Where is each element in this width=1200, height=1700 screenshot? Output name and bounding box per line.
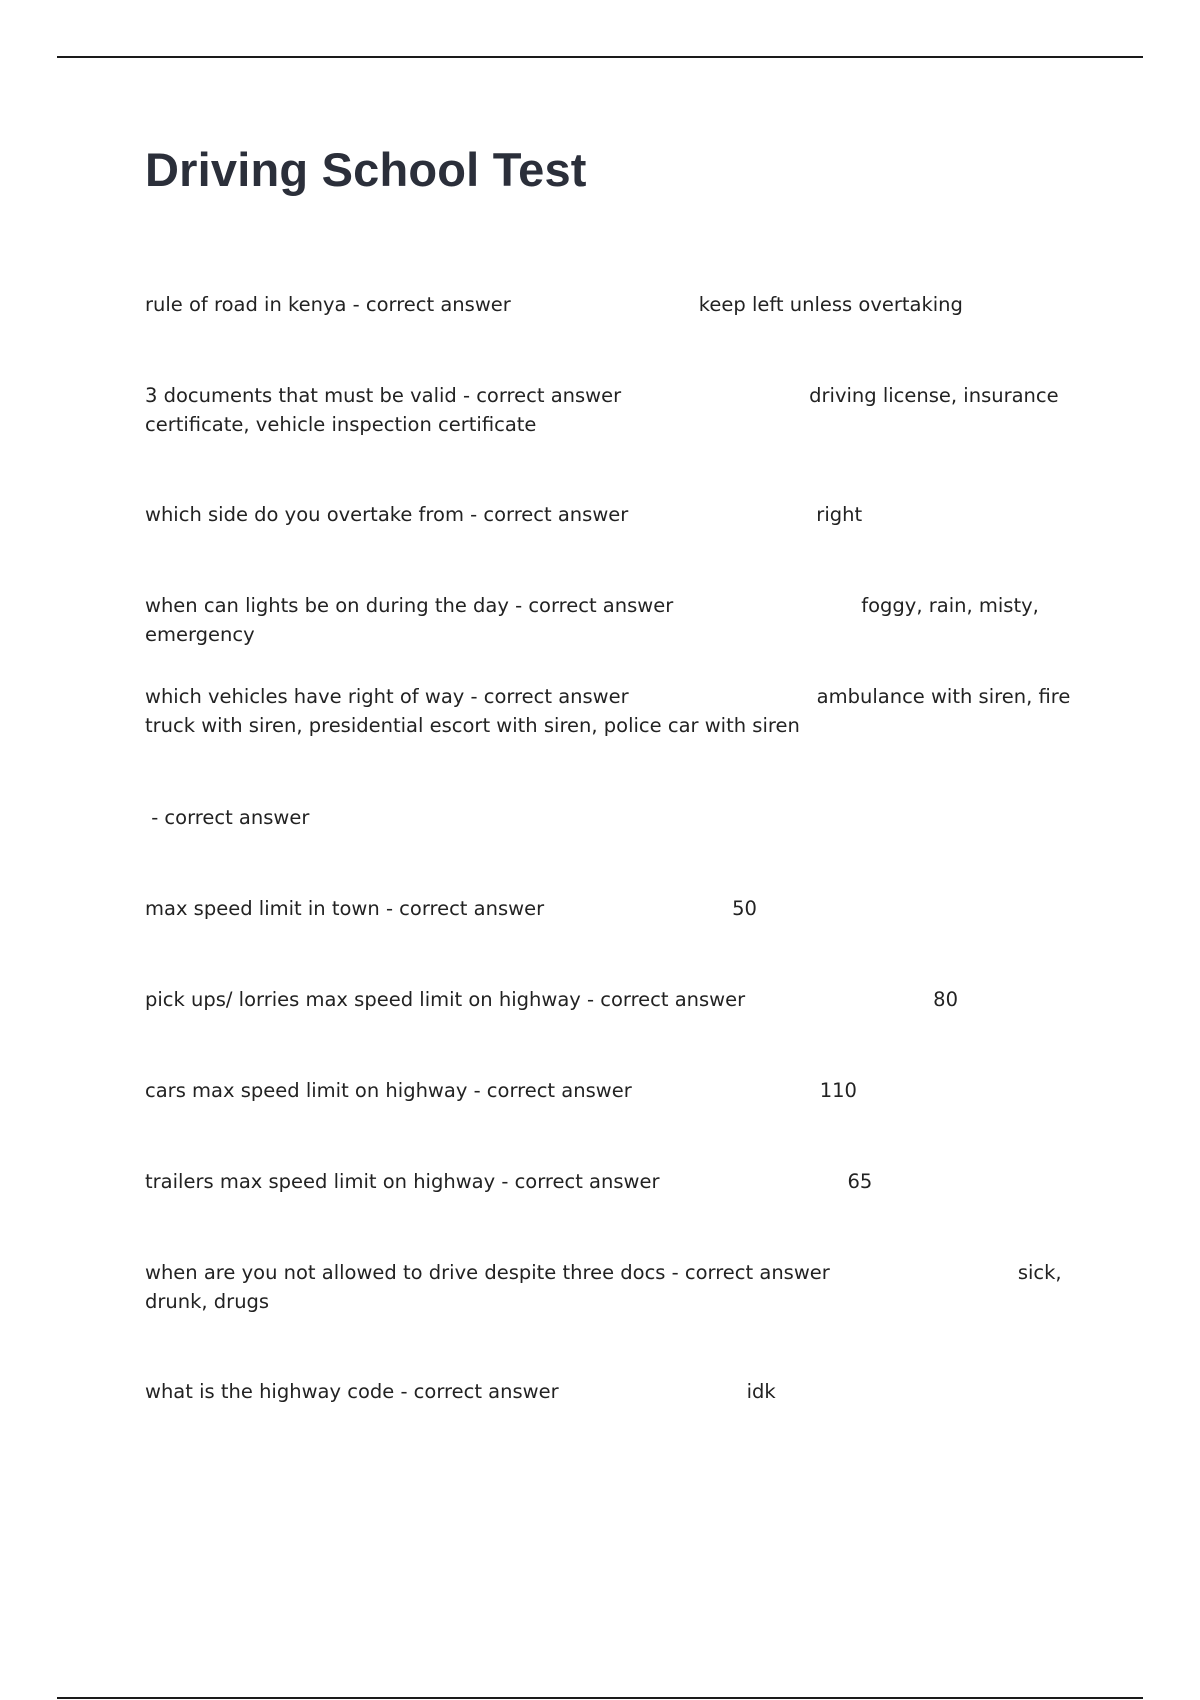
question-text: rule of road in kenya - correct answer: [145, 293, 511, 316]
qa-item-11: [145, 1258, 1085, 1316]
answer-text: foggy, rain, misty, emergency: [145, 594, 1039, 646]
question-text: trailers max speed limit on highway - correct answer: [145, 1170, 660, 1193]
qa-item-10: [145, 1167, 1085, 1196]
answer-text: sick, drunk, drugs: [145, 1261, 1062, 1313]
bottom-rule: [57, 1697, 1143, 1699]
question-text: which vehicles have right of way - correct answer: [145, 685, 629, 708]
qa-item-1: [145, 290, 1085, 319]
question-text: when are you not allowed to drive despite three docs - correct answer: [145, 1261, 830, 1284]
qa-item-3: [145, 500, 1085, 529]
question-text: max speed limit in town - correct answer: [145, 897, 545, 920]
question-text: - correct answer: [145, 806, 310, 829]
page-title: Driving School Test: [145, 143, 587, 196]
qa-item-6: [145, 803, 1085, 832]
answer-text: idk: [746, 1380, 776, 1403]
answer-text: 110: [819, 1079, 857, 1102]
question-text: pick ups/ lorries max speed limit on highway - correct answer: [145, 988, 746, 1011]
answer-text: 50: [732, 897, 757, 920]
answer-text: 80: [933, 988, 958, 1011]
question-text: 3 documents that must be valid - correct answer: [145, 384, 622, 407]
qa-item-5: [145, 682, 1085, 740]
question-text: what is the highway code - correct answer: [145, 1380, 559, 1403]
answer-text: driving license, insurance certificate, vehicle inspection certificate: [145, 384, 1059, 436]
answer-text: 65: [847, 1170, 873, 1193]
qa-item-12: [145, 1377, 1085, 1406]
question-text: when can lights be on during the day - correct answer: [145, 594, 674, 617]
answer-text: keep left unless overtaking: [698, 293, 963, 316]
question-text: cars max speed limit on highway - correct answer: [145, 1079, 632, 1102]
qa-item-2: [145, 381, 1085, 439]
qa-item-4: [145, 591, 1085, 649]
answer-text: ambulance with siren, fire truck with siren, presidential escort with siren, police car with siren: [145, 685, 1071, 737]
top-rule: [57, 56, 1143, 58]
question-text: which side do you overtake from - correct answer: [145, 503, 629, 526]
qa-item-8: [145, 985, 1085, 1014]
qa-item-9: [145, 1076, 1085, 1105]
qa-item-7: [145, 894, 1085, 923]
answer-text: right: [816, 503, 863, 526]
